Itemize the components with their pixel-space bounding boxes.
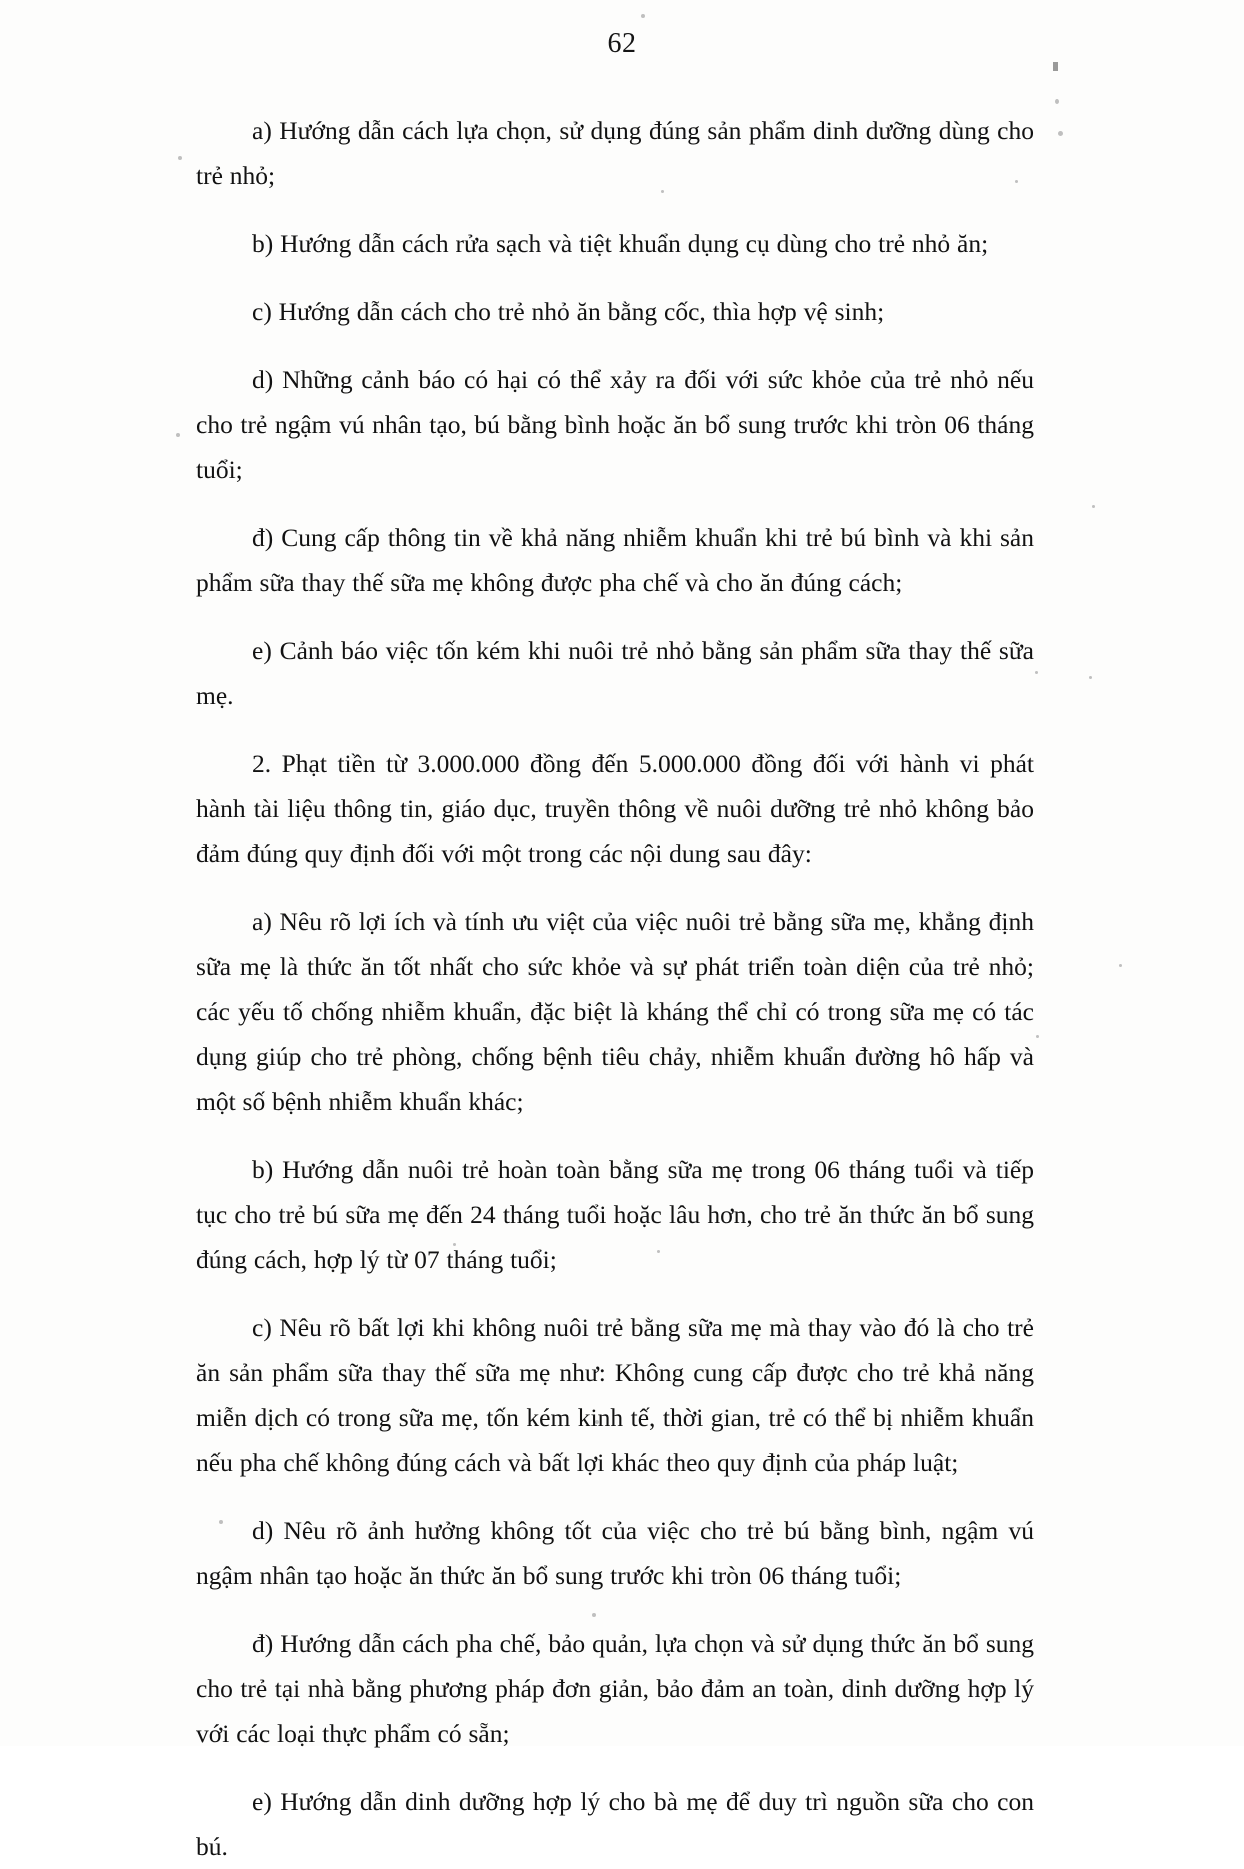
paragraph-1e: e) Cảnh báo việc tốn kém khi nuôi trẻ nhỏ bằng sản phẩm sữa thay thế sữa mẹ. bbox=[196, 636, 1034, 710]
paragraph-2b: b) Hướng dẫn nuôi trẻ hoàn toàn bằng sữa mẹ trong 06 tháng tuổi và tiếp tục cho trẻ bú sữa mẹ đến 24 tháng tuổi hoặc lâu hơn, cho trẻ ăn thức ăn bổ sung đúng cách, hợp lý từ 07 tháng tuổi; bbox=[196, 1155, 1034, 1274]
paragraph-1dd: đ) Cung cấp thông tin về khả năng nhiễm khuẩn khi trẻ bú bình và khi sản phẩm sữa thay thế sữa mẹ không được pha chế và cho ăn đúng cách; bbox=[196, 523, 1034, 597]
scan-speck bbox=[1053, 62, 1058, 71]
paragraph-1d: d) Những cảnh báo có hại có thể xảy ra đối với sức khỏe của trẻ nhỏ nếu cho trẻ ngậm vú nhân tạo, bú bằng bình hoặc ăn bổ sung trước khi tròn 06 tháng tuổi; bbox=[196, 365, 1034, 484]
scan-speck bbox=[1092, 505, 1095, 508]
paragraph-2a: a) Nêu rõ lợi ích và tính ưu việt của việc nuôi trẻ bằng sữa mẹ, khẳng định sữa mẹ là thức ăn tốt nhất cho sức khỏe và sự phát triển toàn diện của trẻ nhỏ; các yếu tố chống nhiễm khuẩn, đặc biệt là kháng thể chỉ có trong sữa mẹ có tác dụng giúp cho trẻ phòng, chống bệnh tiêu chảy, nhiễm khuẩn đường hô hấp và một số bệnh nhiễm khuẩn khác; bbox=[196, 907, 1034, 1116]
paragraph-2c: c) Nêu rõ bất lợi khi không nuôi trẻ bằng sữa mẹ mà thay vào đó là cho trẻ ăn sản phẩm sữa thay thế sữa mẹ như: Không cung cấp được cho trẻ khả năng miễn dịch có trong sữa mẹ, tốn kém kinh tế, thời gian, trẻ có thể bị nhiễm khuẩn nếu pha chế không đúng cách và bất lợi khác theo quy định của pháp luật; bbox=[196, 1313, 1034, 1477]
document-body bbox=[196, 108, 1034, 1869]
paragraph-1c: c) Hướng dẫn cách cho trẻ nhỏ ăn bằng cốc, thìa hợp vệ sinh; bbox=[252, 297, 885, 326]
paragraph-2d: d) Nêu rõ ảnh hưởng không tốt của việc cho trẻ bú bằng bình, ngậm vú ngậm nhân tạo hoặc ăn thức ăn bổ sung trước khi tròn 06 tháng tuổi; bbox=[196, 1516, 1034, 1590]
scan-speck bbox=[641, 14, 645, 18]
page-number: 62 bbox=[607, 28, 637, 59]
scan-speck bbox=[1035, 671, 1038, 674]
paragraph-2e: e) Hướng dẫn dinh dưỡng hợp lý cho bà mẹ để duy trì nguồn sữa cho con bú. bbox=[196, 1787, 1034, 1861]
scan-speck bbox=[176, 433, 180, 437]
paragraph-clause-2-intro: 2. Phạt tiền từ 3.000.000 đồng đến 5.000.000 đồng đối với hành vi phát hành tài liệu thông tin, giáo dục, truyền thông về nuôi dưỡng trẻ nhỏ không bảo đảm đúng quy định đối với một trong các nội dung sau đây: bbox=[196, 749, 1034, 868]
scan-speck bbox=[178, 156, 182, 160]
paragraph-1a: a) Hướng dẫn cách lựa chọn, sử dụng đúng sản phẩm dinh dưỡng dùng cho trẻ nhỏ; bbox=[196, 116, 1034, 190]
scan-speck bbox=[1089, 676, 1092, 679]
scan-speck bbox=[1055, 99, 1059, 104]
scan-speck bbox=[1119, 964, 1122, 967]
paragraph-1b: b) Hướng dẫn cách rửa sạch và tiệt khuẩn dụng cụ dùng cho trẻ nhỏ ăn; bbox=[252, 229, 989, 258]
scan-speck bbox=[1036, 1035, 1039, 1038]
scan-speck bbox=[1058, 131, 1063, 136]
paragraph-2dd: đ) Hướng dẫn cách pha chế, bảo quản, lựa chọn và sử dụng thức ăn bổ sung cho trẻ tại nhà bằng phương pháp đơn giản, bảo đảm an toàn, dinh dưỡng hợp lý với các loại thực phẩm có sẵn; bbox=[196, 1629, 1034, 1748]
